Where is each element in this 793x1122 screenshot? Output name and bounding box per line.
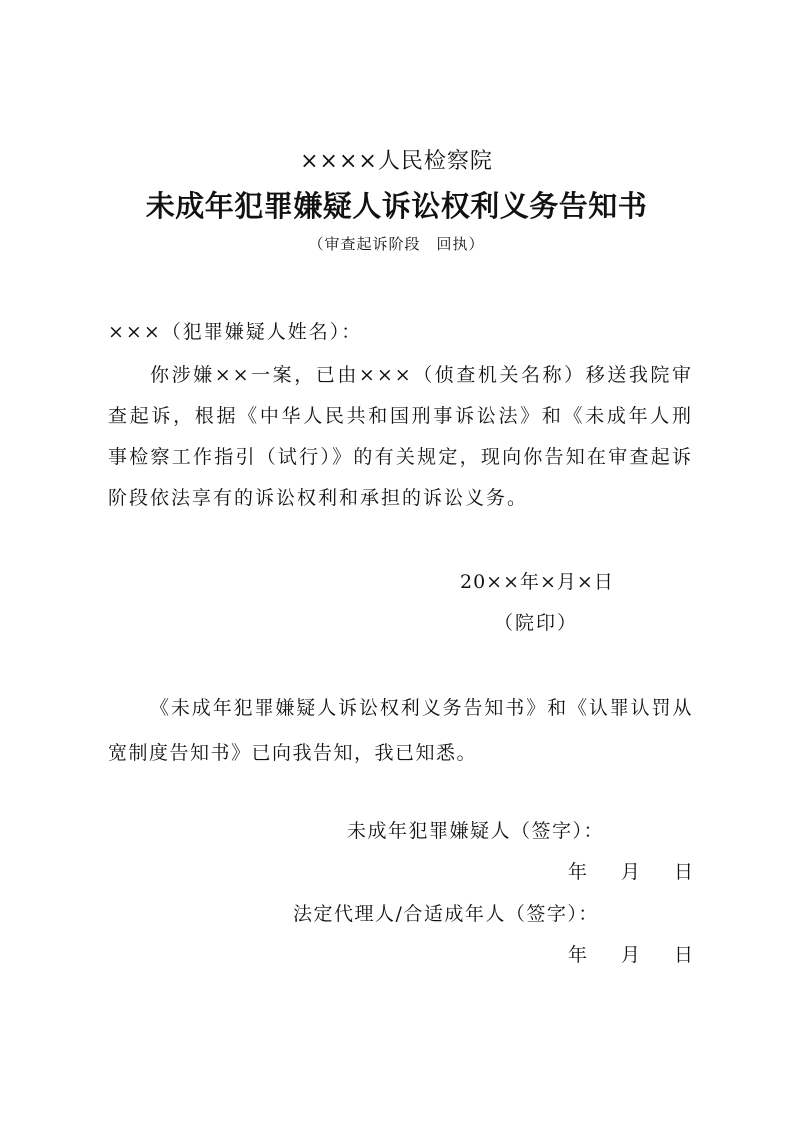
day-label: 日 [674,861,696,883]
issue-date: 20××年×月×日 [460,571,614,593]
guardian-signature-date [568,940,695,967]
year-label: 年 [568,944,590,966]
day-label: 日 [674,944,696,966]
suspect-signature-label: 未成年犯罪嫌疑人（签字）： [347,820,605,842]
organization-name: ××××人民检察院 [300,149,493,174]
suspect-signature-date [568,857,695,884]
month-label: 月 [621,861,643,883]
document-title: 未成年犯罪嫌疑人诉讼权利义务告知书 [145,189,648,223]
court-seal-note: （院印） [494,612,579,634]
acknowledgement-text: 《未成年犯罪嫌疑人诉讼权利义务告知书》和《认罪认罚从宽制度告知书》已向我告知，我已知悉。 [108,697,693,764]
month-label: 月 [621,944,643,966]
year-label: 年 [568,861,590,883]
salutation: ×××（犯罪嫌疑人姓名）： [108,321,363,343]
document-subtitle: （审查起诉阶段 回执） [308,235,485,253]
guardian-signature-label: 法定代理人/合适成年人（签字）： [293,903,599,925]
notice-body: 你涉嫌××一案，已由×××（侦查机关名称）移送我院审查起诉，根据《中华人民共和国刑事诉讼法》和《未成年人刑事检察工作指引（试行）》的有关规定，现向你告知在审查起诉阶段依法享有的诉讼权利和承担的诉讼义务。 [108,364,693,509]
